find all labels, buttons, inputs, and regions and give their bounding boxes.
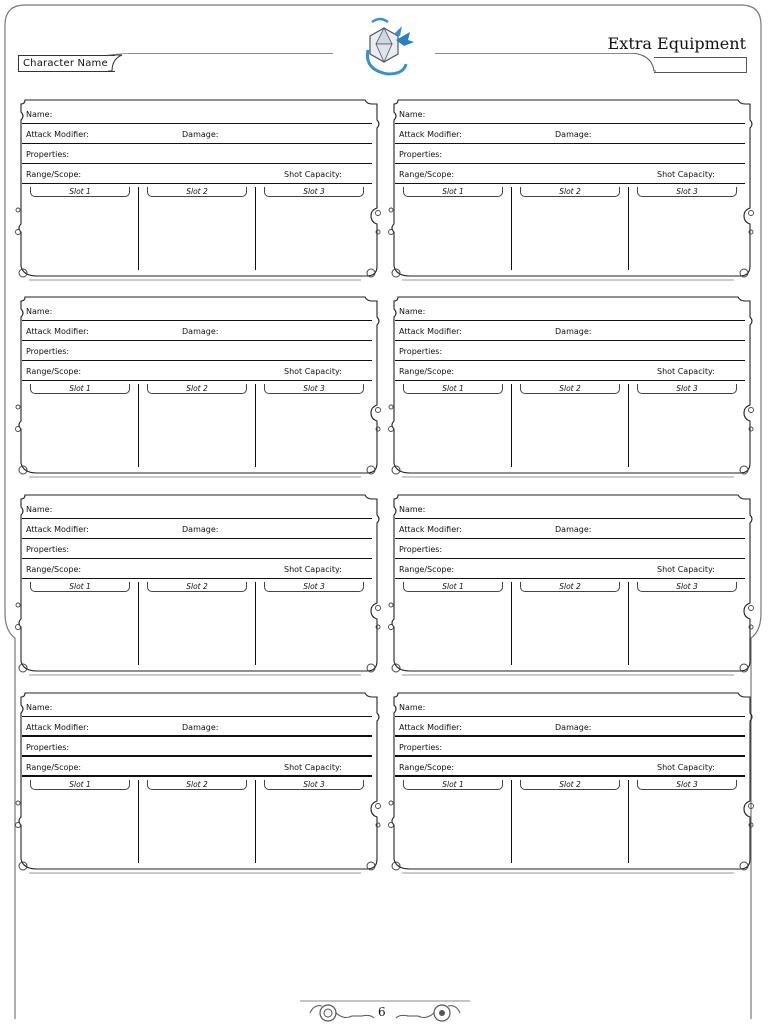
card-attack-row[interactable] [395,717,745,737]
slot-3-label: Slot 3 [264,187,364,197]
card-properties-row[interactable] [395,737,745,757]
slot-3[interactable] [629,780,745,863]
slot-3[interactable] [256,582,372,665]
slot-1-label: Slot 1 [403,582,503,592]
slot-2-label: Slot 2 [520,384,620,394]
slot-1-label: Slot 1 [30,582,130,592]
slot-2[interactable] [512,780,629,863]
damage-label: Damage: [182,525,219,534]
weapon-card [15,98,385,282]
slot-2-label: Slot 2 [520,780,620,790]
weapon-card [15,493,385,677]
slot-2-label: Slot 2 [520,187,620,197]
shot-capacity-label: Shot Capacity: [284,565,342,574]
slot-1[interactable] [395,582,512,665]
name-label: Name: [399,505,426,514]
attack-modifier-label: Attack Modifier: [26,130,89,139]
slot-3[interactable] [256,780,372,863]
card-name-row[interactable] [22,301,372,321]
properties-label: Properties: [399,743,443,752]
slot-2-label: Slot 2 [147,582,247,592]
slot-2[interactable] [139,582,256,665]
title-box [654,57,747,73]
slot-1-label: Slot 1 [30,780,130,790]
name-label: Name: [26,703,53,712]
properties-label: Properties: [399,347,443,356]
page-title: Extra Equipment [607,34,746,53]
card-properties-row[interactable] [22,144,372,164]
slot-2[interactable] [512,582,629,665]
card-attack-row[interactable] [395,321,745,341]
slot-row [22,780,372,863]
slot-1[interactable] [22,582,139,665]
slot-row [395,384,745,467]
slot-3-label: Slot 3 [264,384,364,394]
shot-capacity-label: Shot Capacity: [657,170,715,179]
properties-label: Properties: [26,545,70,554]
card-properties-row[interactable] [395,341,745,361]
slot-row [395,780,745,863]
slot-1-label: Slot 1 [30,187,130,197]
card-range-row[interactable] [22,559,372,579]
attack-modifier-label: Attack Modifier: [26,327,89,336]
attack-modifier-label: Attack Modifier: [26,723,89,732]
range-scope-label: Range/Scope: [26,170,82,179]
card-name-row[interactable] [395,301,745,321]
slot-3-label: Slot 3 [637,780,737,790]
properties-label: Properties: [26,347,70,356]
slot-2-label: Slot 2 [147,187,247,197]
shot-capacity-label: Shot Capacity: [284,367,342,376]
slot-1[interactable] [395,780,512,863]
slot-3-label: Slot 3 [637,582,737,592]
slot-2-label: Slot 2 [147,384,247,394]
card-attack-row[interactable] [22,717,372,737]
slot-1-label: Slot 1 [403,384,503,394]
range-scope-label: Range/Scope: [399,565,455,574]
card-name-row[interactable] [395,104,745,124]
properties-label: Properties: [26,743,70,752]
name-label: Name: [399,110,426,119]
slot-2-label: Slot 2 [147,780,247,790]
slot-3[interactable] [629,582,745,665]
name-label: Name: [399,307,426,316]
attack-modifier-label: Attack Modifier: [399,130,462,139]
weapon-card [388,295,758,479]
damage-label: Damage: [555,327,592,336]
card-name-row[interactable] [22,104,372,124]
card-name-row[interactable] [22,697,372,717]
weapon-card [388,98,758,282]
attack-modifier-label: Attack Modifier: [399,327,462,336]
card-properties-row[interactable] [22,341,372,361]
range-scope-label: Range/Scope: [26,763,82,772]
slot-1[interactable] [395,384,512,467]
weapon-card [388,493,758,677]
card-attack-row[interactable] [22,321,372,341]
slot-3[interactable] [629,384,745,467]
card-attack-row[interactable] [395,519,745,539]
shot-capacity-label: Shot Capacity: [657,763,715,772]
slot-3[interactable] [256,384,372,467]
damage-label: Damage: [182,327,219,336]
name-label: Name: [26,110,53,119]
slot-2-label: Slot 2 [520,582,620,592]
slot-3-label: Slot 3 [637,187,737,197]
range-scope-label: Range/Scope: [26,565,82,574]
properties-label: Properties: [399,545,443,554]
slot-2[interactable] [139,384,256,467]
card-properties-row[interactable] [395,539,745,559]
slot-3-label: Slot 3 [264,780,364,790]
slot-1[interactable] [22,384,139,467]
damage-label: Damage: [555,525,592,534]
slot-2[interactable] [139,780,256,863]
slot-1-label: Slot 1 [403,187,503,197]
card-properties-row[interactable] [22,539,372,559]
card-properties-row[interactable] [22,737,372,757]
card-properties-row[interactable] [395,144,745,164]
slot-3-label: Slot 3 [637,384,737,394]
shot-capacity-label: Shot Capacity: [657,367,715,376]
card-attack-row[interactable] [22,124,372,144]
d20-logo-icon [354,14,416,80]
slot-row [22,582,372,665]
slot-3[interactable] [256,187,372,270]
card-attack-row[interactable] [22,519,372,539]
slot-1-label: Slot 1 [30,384,130,394]
weapon-card [388,691,758,875]
page-number: 6 [378,1005,386,1019]
character-name-label: Character Name [18,55,115,72]
range-scope-label: Range/Scope: [26,367,82,376]
range-scope-label: Range/Scope: [399,763,455,772]
damage-label: Damage: [555,723,592,732]
slot-2[interactable] [512,187,629,270]
damage-label: Damage: [182,723,219,732]
slot-1[interactable] [395,187,512,270]
slot-row [395,582,745,665]
title-box-tail [632,53,656,72]
slot-1[interactable] [22,187,139,270]
character-name-box-tail [108,53,130,71]
slot-1[interactable] [22,780,139,863]
slot-1-label: Slot 1 [403,780,503,790]
card-name-row[interactable] [395,499,745,519]
slot-row [22,384,372,467]
card-range-row[interactable] [22,361,372,381]
attack-modifier-label: Attack Modifier: [399,723,462,732]
weapon-card [15,691,385,875]
card-range-row[interactable] [22,164,372,184]
shot-capacity-label: Shot Capacity: [284,170,342,179]
shot-capacity-label: Shot Capacity: [657,565,715,574]
properties-label: Properties: [26,150,70,159]
damage-label: Damage: [555,130,592,139]
slot-3-label: Slot 3 [264,582,364,592]
card-name-row[interactable] [395,697,745,717]
attack-modifier-label: Attack Modifier: [26,525,89,534]
shot-capacity-label: Shot Capacity: [284,763,342,772]
attack-modifier-label: Attack Modifier: [399,525,462,534]
damage-label: Damage: [182,130,219,139]
name-label: Name: [26,505,53,514]
card-range-row[interactable] [22,757,372,777]
properties-label: Properties: [399,150,443,159]
header-rule-left [128,53,333,54]
name-label: Name: [399,703,426,712]
slot-row [22,187,372,270]
card-range-row[interactable] [395,361,745,381]
slot-2[interactable] [139,187,256,270]
card-range-row[interactable] [395,164,745,184]
card-attack-row[interactable] [395,124,745,144]
slot-3[interactable] [629,187,745,270]
range-scope-label: Range/Scope: [399,367,455,376]
header-rule-right [435,53,633,54]
weapon-card [15,295,385,479]
slot-row [395,187,745,270]
name-label: Name: [26,307,53,316]
slot-2[interactable] [512,384,629,467]
range-scope-label: Range/Scope: [399,170,455,179]
card-name-row[interactable] [22,499,372,519]
card-range-row[interactable] [395,559,745,579]
card-range-row[interactable] [395,757,745,777]
